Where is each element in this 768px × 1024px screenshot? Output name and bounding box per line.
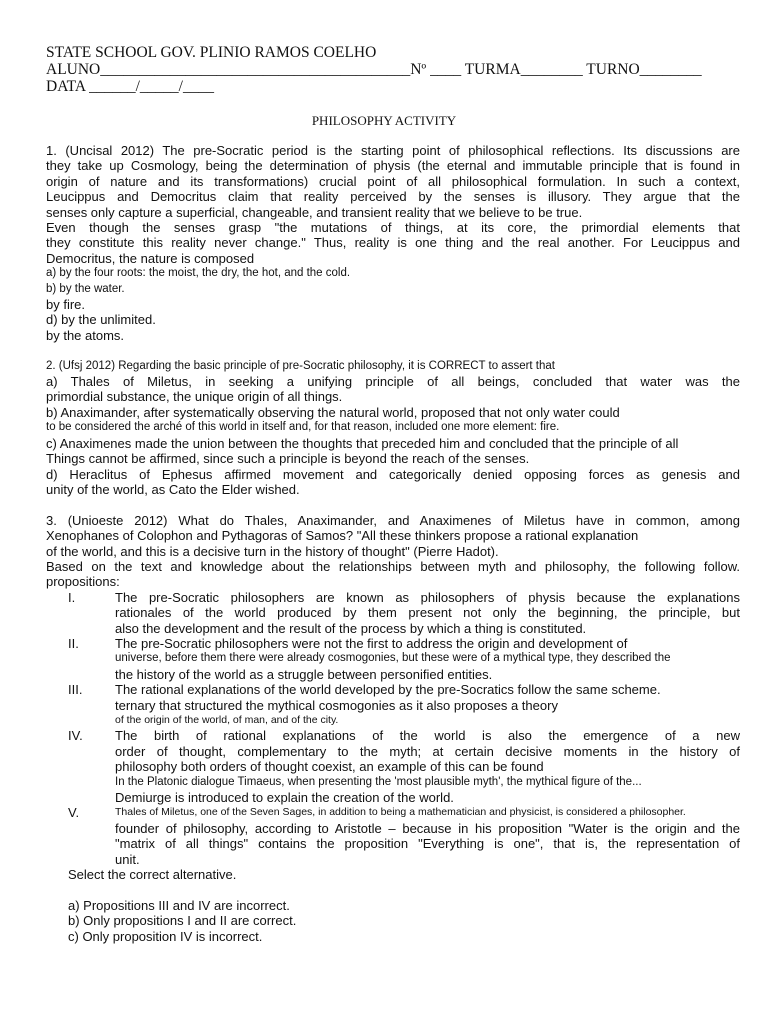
q2-line: to be considered the arché of this world in itself and, for that reason, included one more element: fire. — [46, 421, 560, 434]
proposition-line: the history of the world as a struggle between personified entities. — [115, 666, 493, 682]
proposition-number: II. — [68, 635, 79, 651]
q2-line: Things cannot be affirmed, since such a principle is beyond the reach of the senses. — [46, 451, 530, 467]
proposition-line: philosophy both orders of thought coexist, an example of this can be found — [115, 759, 544, 775]
q2-line: c) Anaximenes made the union between the thoughts that preceded him and concluded that the principle of all — [46, 435, 679, 451]
q3-select-prompt: Select the correct alternative. — [68, 867, 237, 883]
q2-line: unity of the world, as Cato the Elder wished. — [46, 481, 300, 497]
proposition-line: founder of philosophy, according to Aristotle – because in his proposition "Water is the origin and the — [115, 820, 740, 836]
proposition-number: I. — [68, 589, 76, 605]
document-body — [46, 143, 740, 944]
q1-option: b) by the water. — [46, 282, 125, 295]
proposition-2 — [46, 636, 740, 682]
proposition-line: Thales of Miletus, one of the Seven Sages, in addition to being a mathematician and physicist, is considered a philosopher. — [115, 806, 686, 819]
q2-line: d) Heraclitus of Ephesus affirmed movement and categorically denied opposing forces as genesis and — [46, 466, 740, 482]
proposition-number: V. — [68, 805, 80, 821]
proposition-line: "matrix of all things" contains the proposition "Everything is one", that is, the representation of — [115, 836, 740, 852]
q3-line: 3. (Unioeste 2012) What do Thales, Anaximander, and Anaximenes of Miletus have in common, among — [46, 512, 740, 528]
proposition-4 — [46, 728, 740, 805]
q3-line: of the world, and this is a decisive turn in the history of thought" (Pierre Hadot). — [46, 543, 499, 559]
proposition-number: IV. — [68, 728, 83, 744]
page-title: PHILOSOPHY ACTIVITY — [311, 113, 457, 128]
q2-line: primordial substance, the unique origin of all things. — [46, 389, 343, 405]
q1-line: they take up Cosmology, being the determination of physis (the eternal and immutable principle that is found in — [46, 158, 740, 174]
proposition-line: order of thought, complementary to the myth; at certain decisive moments in the history of — [115, 743, 740, 759]
q3-option: c) Only proposition IV is incorrect. — [68, 928, 263, 944]
proposition-line: ternary that structured the mythical cosmogonies as it also proposes a theory — [115, 697, 558, 713]
q1-line: 1. (Uncisal 2012) The pre-Socratic period is the starting point of philosophical reflections. Its discussions are — [46, 143, 740, 158]
proposition-line: The rational explanations of the world developed by the pre-Socratics follow the same scheme. — [115, 682, 661, 698]
q3-line: Based on the text and knowledge about the relationships between myth and philosophy, the following follow. — [46, 558, 740, 574]
proposition-line: rationales of the world produced by them present not only the beginning, the principle, but — [115, 605, 740, 621]
q3-line: Xenophanes of Colophon and Pythagoras of Samos? "All these thinkers propose a rational explanation — [46, 528, 639, 544]
proposition-number: III. — [68, 682, 83, 698]
date-line: DATA ______/_____/____ — [46, 78, 214, 95]
q3-option: b) Only propositions I and II are correct. — [68, 913, 297, 929]
q1-line: Even though the senses grasp "the mutations of things, at its core, the primordial elements that — [46, 220, 740, 236]
q2-line: a) Thales of Miletus, in seeking a unifying principle of all beings, concluded that water was the — [46, 374, 740, 390]
proposition-line: The pre-Socratic philosophers are known as philosophers of physis because the explanations — [115, 589, 740, 605]
q1-line: they constitute this reality never change." Thus, reality is one thing and the real another. For Leucippus and — [46, 235, 740, 251]
student-line: ALUNO________________________________________Nº ____ TURMA________ TURNO________ — [46, 61, 702, 78]
q1-line: origin of nature and its transformations) crucial point of all philosophical formulation. In such a context, — [46, 173, 740, 189]
proposition-line: The pre-Socratic philosophers were not the first to address the origin and development of — [115, 635, 628, 651]
q1-option: by fire. — [46, 297, 86, 313]
q1-option: d) by the unlimited. — [46, 312, 156, 328]
proposition-1 — [46, 590, 740, 636]
proposition-line: In the Platonic dialogue Timaeus, when presenting the 'most plausible myth', the mythical figure of the... — [115, 775, 642, 788]
q1-line: Leucippus and Democritus claim that reality perceived by the senses is illusory. They argue that the — [46, 189, 740, 205]
q1-option: a) by the four roots: the moist, the dry, the hot, and the cold. — [46, 267, 351, 280]
q2-line: b) Anaximander, after systematically observing the natural world, proposed that not only water could — [46, 404, 620, 420]
q2-stem: 2. (Ufsj 2012) Regarding the basic principle of pre-Socratic philosophy, it is CORRECT to assert that — [46, 359, 555, 372]
proposition-line: Demiurge is introduced to explain the creation of the world. — [115, 790, 454, 806]
question-3 — [46, 513, 740, 944]
q1-line: Democritus, the nature is composed — [46, 250, 255, 266]
proposition-line: universe, before them there were already cosmogonies, but these were of a mythical type, they described the — [115, 652, 671, 665]
proposition-5 — [46, 805, 740, 867]
q1-option: by the atoms. — [46, 327, 125, 343]
question-2 — [46, 359, 740, 498]
q3-option: a) Propositions III and IV are incorrect. — [68, 897, 290, 913]
proposition-line: unit. — [115, 851, 140, 867]
school-name: STATE SCHOOL GOV. PLINIO RAMOS COELHO — [46, 44, 377, 61]
proposition-line: of the origin of the world, of man, and of the city. — [115, 714, 339, 726]
q1-line: senses only capture a superficial, changeable, and transient reality that we believe to be true. — [46, 204, 583, 220]
header — [46, 44, 736, 95]
q3-line: propositions: — [46, 574, 120, 590]
proposition-3 — [46, 682, 740, 728]
question-1 — [46, 143, 740, 343]
proposition-line: The birth of rational explanations of the world is also the emergence of a new — [115, 728, 740, 744]
proposition-line: also the development and the result of the process by which a thing is constituted. — [115, 620, 587, 636]
